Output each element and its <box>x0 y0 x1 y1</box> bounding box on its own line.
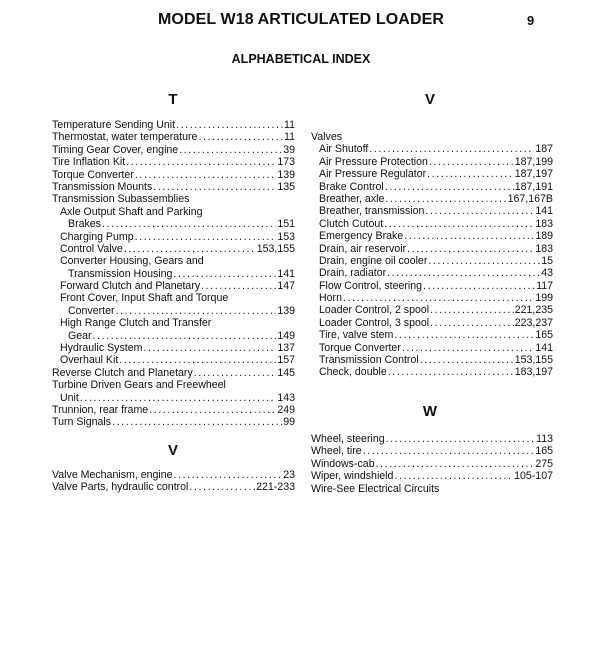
index-list-w <box>311 433 553 495</box>
dot-leader <box>423 280 535 292</box>
entry-page: 23 <box>283 469 295 481</box>
entry-label: Charging Pump <box>60 230 134 243</box>
entry-label: Wheel, tire <box>311 445 362 458</box>
index-list-v-left <box>52 469 295 494</box>
entry-page: 151 <box>277 218 295 231</box>
index-entry <box>311 243 553 255</box>
entry-page: 167,167B <box>507 192 553 205</box>
index-entry <box>52 231 295 243</box>
index-entry <box>52 392 295 404</box>
entry-page: 153,155 <box>514 354 553 367</box>
entry-page: 39 <box>283 143 295 156</box>
index-entry <box>311 193 553 205</box>
index-entry <box>311 143 553 155</box>
entry-label: Torque Converter <box>52 168 134 181</box>
entry-page: 189 <box>535 230 553 243</box>
entry-page: 105-107 <box>514 470 553 483</box>
dot-leader <box>430 317 514 329</box>
entry-label: Valves <box>311 131 343 143</box>
dot-leader <box>194 367 277 379</box>
index-entry <box>311 458 553 470</box>
dot-leader <box>93 330 277 342</box>
entry-label: Emergency Brake <box>319 230 404 243</box>
entry-page: 187,199 <box>514 155 553 168</box>
dot-leader <box>124 243 256 255</box>
index-entry <box>52 469 295 481</box>
entry-label: Flow Control, steering <box>319 279 423 292</box>
entry-label: Tire Inflation Kit <box>52 156 126 169</box>
entry-page: 11 <box>284 131 295 144</box>
index-entry <box>52 354 295 366</box>
dot-leader <box>404 230 534 242</box>
entry-page: 139 <box>277 304 295 317</box>
entry-label: Forward Clutch and Planetary <box>60 280 201 293</box>
entry-page: 157 <box>277 354 295 367</box>
dot-leader <box>143 342 276 354</box>
entry-page: 187,197 <box>514 168 553 181</box>
entry-page: 147 <box>277 280 295 293</box>
entry-label: Transmission Control <box>319 354 419 367</box>
entry-label: Axle Output Shaft and Parking <box>60 205 203 218</box>
entry-label: Drain, engine oil cooler <box>319 254 428 267</box>
dot-leader <box>135 169 276 181</box>
entry-label: Temperature Sending Unit <box>52 119 176 131</box>
entry-page: 149 <box>277 329 295 342</box>
index-entry <box>52 481 295 493</box>
index-entry <box>311 168 553 180</box>
entry-page: 139 <box>277 168 295 181</box>
document-title: MODEL W18 ARTICULATED LOADER <box>157 11 445 28</box>
entry-label: Wheel, steering <box>311 433 385 445</box>
entry-label: Turn Signals <box>52 416 112 429</box>
section-letter-t: T <box>168 91 178 108</box>
index-entry <box>52 243 295 255</box>
index-entry <box>311 255 553 267</box>
index-entry <box>311 230 553 242</box>
dot-leader <box>363 445 535 457</box>
dot-leader <box>153 181 276 193</box>
dot-leader <box>116 305 277 317</box>
dot-leader <box>429 156 514 168</box>
entry-page: 183 <box>535 217 553 230</box>
entry-label: Overhaul Kit <box>60 354 119 367</box>
section-letter-v-left: V <box>167 442 178 459</box>
entry-label: Unit <box>60 391 79 404</box>
entry-label: Control Valve <box>60 242 123 255</box>
entry-page: 113 <box>536 433 553 445</box>
index-entry <box>52 379 295 391</box>
dot-leader <box>420 354 514 366</box>
index-entry <box>52 292 295 304</box>
entry-label: Valve Parts, hydraulic control <box>52 481 189 494</box>
index-list-v-right <box>311 131 553 379</box>
entry-label: Clutch Cutout <box>319 217 384 230</box>
entry-label: Wiper, windshield <box>311 470 394 483</box>
index-entry <box>52 416 295 428</box>
entry-label: Breather, axle <box>319 192 385 205</box>
entry-page: 15 <box>541 254 553 267</box>
index-entry <box>52 404 295 416</box>
entry-label: Air Pressure Regulator <box>319 168 427 181</box>
entry-label: Transmission Mounts <box>52 180 153 193</box>
dot-leader <box>176 119 283 131</box>
entry-page: 199 <box>535 292 553 305</box>
dot-leader <box>201 280 276 292</box>
index-list-t <box>52 119 295 429</box>
entry-page: 137 <box>277 342 295 355</box>
index-entry <box>311 470 553 482</box>
entry-page: 11 <box>284 119 295 131</box>
entry-page: 145 <box>277 366 295 379</box>
index-entry <box>311 329 553 341</box>
dot-leader <box>174 469 283 481</box>
entry-page: 221-233 <box>256 481 295 494</box>
entry-label: Converter <box>68 304 115 317</box>
dot-leader <box>126 156 276 168</box>
index-entry <box>52 280 295 292</box>
entry-page: 249 <box>277 403 295 416</box>
index-entry <box>311 280 553 292</box>
dot-leader <box>407 243 534 255</box>
index-entry <box>311 354 553 366</box>
index-entry <box>311 181 553 193</box>
section-letter-v-right: V <box>424 91 435 108</box>
entry-label: Drain, air reservoir <box>319 242 407 255</box>
entry-page: 153,155 <box>256 242 295 255</box>
entry-label: Hydraulic System <box>60 342 143 355</box>
dot-leader <box>198 131 283 143</box>
entry-label: Converter Housing, Gears and <box>60 255 204 268</box>
entry-label: Turbine Driven Gears and Freewheel <box>52 379 226 392</box>
entry-label: Air Shutoff <box>319 143 369 156</box>
entry-label: Loader Control, 2 spool <box>319 304 430 317</box>
entry-page: 187 <box>535 143 553 156</box>
dot-leader <box>430 304 514 316</box>
entry-label: High Range Clutch and Transfer <box>60 317 212 330</box>
entry-label: Valve Mechanism, engine <box>52 469 173 481</box>
entry-page: 141 <box>535 205 553 218</box>
index-entry <box>52 330 295 342</box>
index-heading: ALPHABETICAL INDEX <box>231 52 371 66</box>
index-entry <box>311 131 553 143</box>
index-entry <box>311 304 553 316</box>
entry-label: Wire-See Electrical Circuits <box>311 482 440 495</box>
entry-page: 165 <box>535 329 553 342</box>
index-entry <box>52 317 295 329</box>
entry-label: Drain, radiator <box>319 267 387 280</box>
index-entry <box>311 366 553 378</box>
dot-leader <box>112 416 282 428</box>
entry-label: Front Cover, Input Shaft and Torque <box>60 292 229 305</box>
index-entry <box>52 119 295 131</box>
index-entry <box>311 267 553 279</box>
dot-leader <box>388 366 514 378</box>
entry-label: Timing Gear Cover, engine <box>52 143 179 156</box>
dot-leader <box>387 267 540 279</box>
entry-page: 143 <box>277 391 295 404</box>
entry-page: 187,191 <box>514 180 553 193</box>
dot-leader <box>102 218 276 230</box>
entry-label: Brake Control <box>319 180 384 193</box>
dot-leader <box>385 181 514 193</box>
entry-label: Tire, valve stem <box>319 329 394 342</box>
dot-leader <box>80 392 276 404</box>
index-entry <box>311 433 553 445</box>
dot-leader <box>394 329 534 341</box>
entry-page: 135 <box>277 180 295 193</box>
dot-leader <box>394 470 513 482</box>
entry-page: 99 <box>283 416 295 429</box>
index-entry <box>311 483 553 495</box>
dot-leader <box>343 292 534 304</box>
index-entry <box>52 342 295 354</box>
entry-page: 223,237 <box>514 316 553 329</box>
index-entry <box>311 218 553 230</box>
index-entry <box>52 169 295 181</box>
entry-label: Windows-cab <box>311 457 375 470</box>
entry-label: Breather, transmission <box>319 205 425 218</box>
dot-leader <box>402 342 534 354</box>
index-entry <box>52 131 295 143</box>
entry-label: Transmission Housing <box>68 267 173 280</box>
entry-page: 183 <box>535 242 553 255</box>
dot-leader <box>369 143 534 155</box>
entry-page: 117 <box>536 279 553 292</box>
entry-label: Torque Converter <box>319 341 401 354</box>
dot-leader <box>189 481 255 493</box>
index-entry <box>311 445 553 457</box>
dot-leader <box>386 433 536 445</box>
entry-label: Check, double <box>319 366 387 379</box>
entry-page: 153 <box>277 230 295 243</box>
index-entry <box>311 317 553 329</box>
index-entry <box>311 342 553 354</box>
entry-page: 183,197 <box>514 366 553 379</box>
entry-label: Loader Control, 3 spool <box>319 316 430 329</box>
index-entry <box>52 218 295 230</box>
entry-label: Reverse Clutch and Planetary <box>52 366 193 379</box>
dot-leader <box>384 218 534 230</box>
index-entry <box>311 292 553 304</box>
dot-leader <box>376 458 535 470</box>
index-entry <box>311 156 553 168</box>
section-letter-w: W <box>422 403 438 420</box>
dot-leader <box>119 354 276 366</box>
index-entry <box>52 193 295 205</box>
index-entry <box>52 305 295 317</box>
entry-page: 141 <box>535 341 553 354</box>
entry-page: 275 <box>535 457 553 470</box>
index-entry <box>52 156 295 168</box>
dot-leader <box>149 404 276 416</box>
entry-label: Transmission Subassemblies <box>52 193 190 206</box>
entry-page: 141 <box>277 267 295 280</box>
dot-leader <box>385 193 506 205</box>
entry-label: Horn <box>319 292 342 305</box>
dot-leader <box>427 168 514 180</box>
entry-label: Brakes <box>68 218 101 231</box>
index-entry <box>52 144 295 156</box>
entry-label: Gear <box>68 329 92 342</box>
entry-label: Air Pressure Protection <box>319 155 428 168</box>
index-entry <box>52 268 295 280</box>
dot-leader <box>135 231 277 243</box>
index-entry <box>52 181 295 193</box>
entry-label: Thermostat, water temperature <box>52 131 198 144</box>
page-number: 9 <box>527 13 535 28</box>
index-entry <box>52 206 295 218</box>
dot-leader <box>425 205 534 217</box>
dot-leader <box>173 268 276 280</box>
index-entry <box>52 255 295 267</box>
index-entry <box>311 205 553 217</box>
dot-leader <box>428 255 540 267</box>
entry-page: 173 <box>277 156 295 169</box>
dot-leader <box>179 144 282 156</box>
entry-page: 43 <box>541 267 553 280</box>
entry-page: 221,235 <box>514 304 553 317</box>
entry-page: 165 <box>535 445 553 458</box>
index-entry <box>52 367 295 379</box>
entry-label: Trunnion, rear frame <box>52 403 149 416</box>
